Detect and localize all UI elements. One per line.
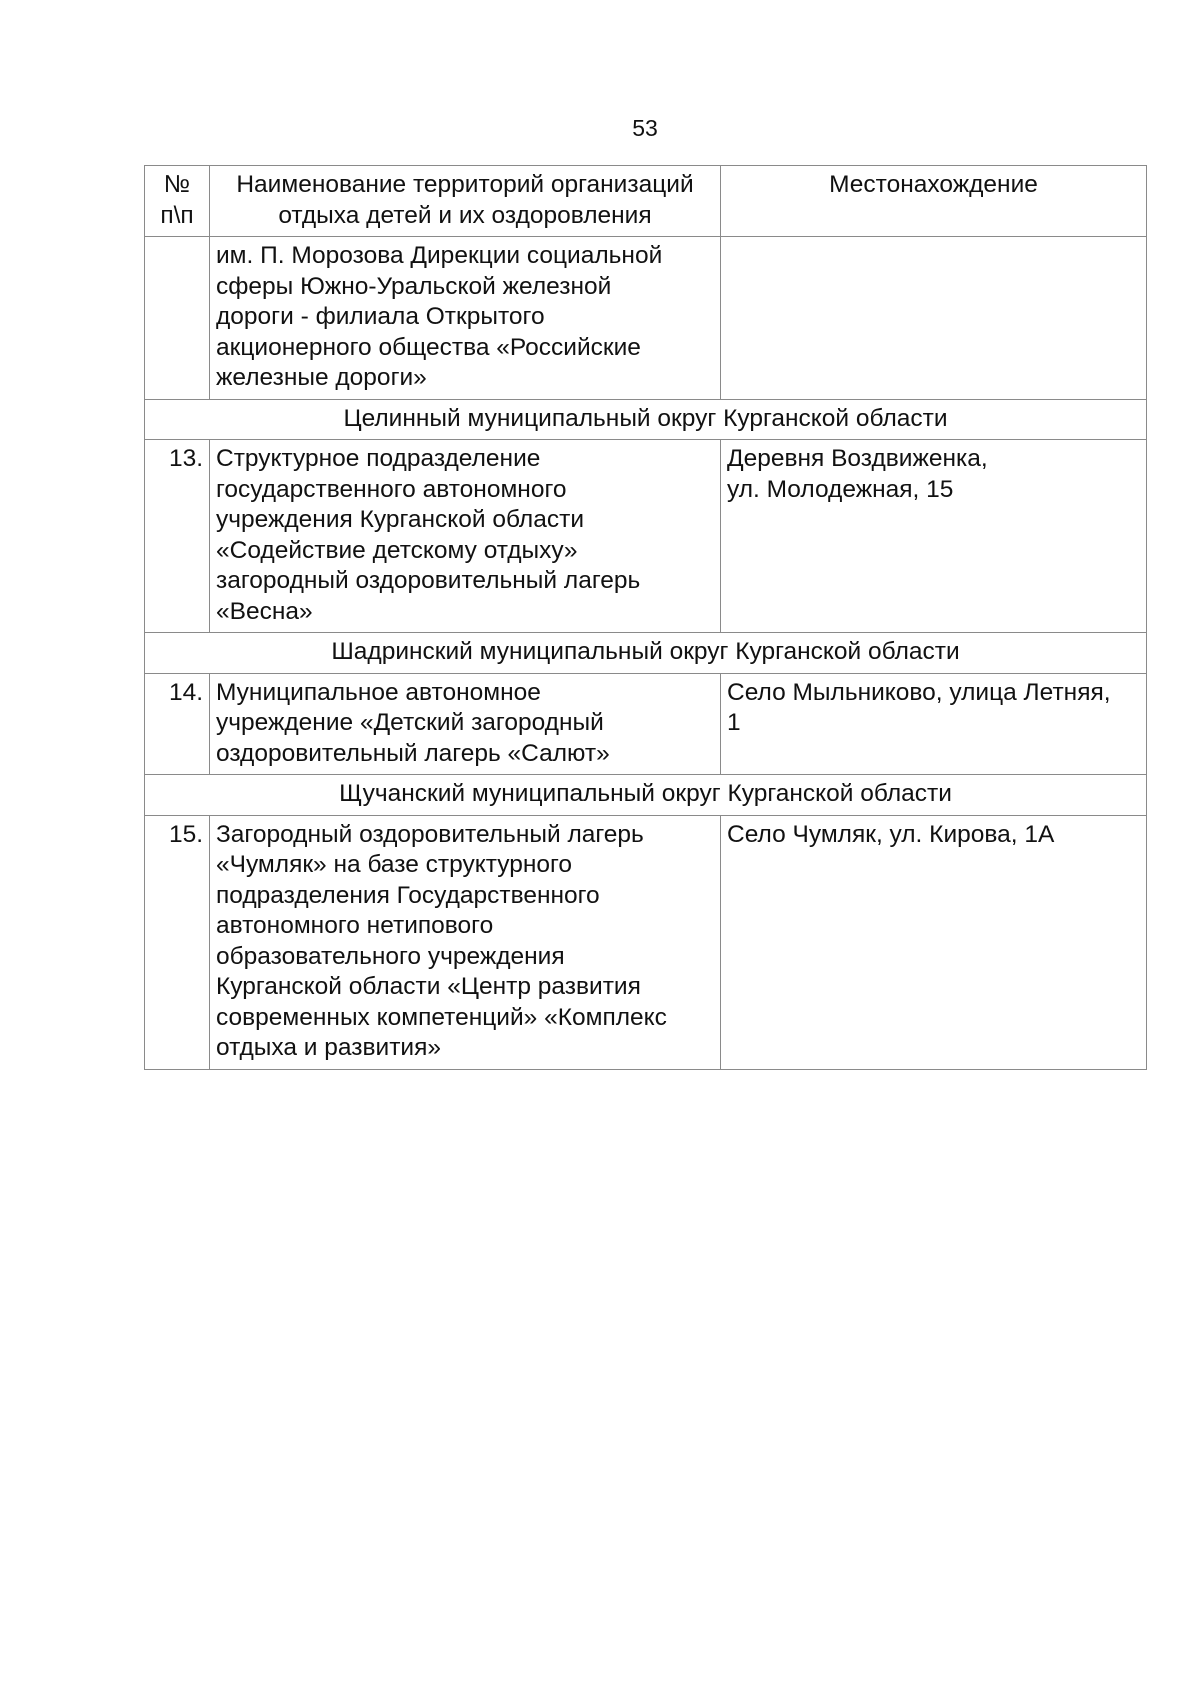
row-location	[721, 237, 1147, 400]
section-title: Целинный муниципальный округ Курганской области	[145, 399, 1147, 440]
table-row	[145, 440, 1147, 633]
table-row	[145, 673, 1147, 775]
header-number: № п\п	[145, 166, 210, 237]
row-name: Муниципальное автономное учреждение «Детский загородный оздоровительный лагерь «Салют»	[210, 673, 721, 775]
row-name: Загородный оздоровительный лагерь «Чумляк» на базе структурного подразделения Государственного автономного нетипового образовательного учреждения Курганской области «Центр развития современных компетенций» «Комплекс отдыха и развития»	[210, 815, 721, 1069]
row-number	[145, 237, 210, 400]
row-number: 15.	[145, 815, 210, 1069]
row-number: 13.	[145, 440, 210, 633]
row-name: Структурное подразделение государственного автономного учреждения Курганской области «Содействие детскому отдыху» загородный оздоровительный лагерь «Весна»	[210, 440, 721, 633]
page-number: 53	[632, 115, 658, 141]
table-header-row	[145, 166, 1147, 237]
section-title: Щучанский муниципальный округ Курганской области	[145, 775, 1147, 816]
row-name: им. П. Морозова Дирекции социальной сферы Южно-Уральской железной дороги - филиала Открытого акционерного общества «Российские железные дороги»	[210, 237, 721, 400]
table-row	[145, 815, 1147, 1069]
section-row	[145, 633, 1147, 674]
row-location: Село Чумляк, ул. Кирова, 1А	[721, 815, 1147, 1069]
organizations-table	[144, 165, 1147, 1070]
table-row	[145, 237, 1147, 400]
section-row	[145, 399, 1147, 440]
header-name: Наименование территорий организаций отдыха детей и их оздоровления	[210, 166, 721, 237]
row-location: Село Мыльниково, улица Летняя, 1	[721, 673, 1147, 775]
section-title: Шадринский муниципальный округ Курганской области	[145, 633, 1147, 674]
header-location: Местонахождение	[721, 166, 1147, 237]
row-location: Деревня Воздвиженка, ул. Молодежная, 15	[721, 440, 1147, 633]
row-number: 14.	[145, 673, 210, 775]
section-row	[145, 775, 1147, 816]
